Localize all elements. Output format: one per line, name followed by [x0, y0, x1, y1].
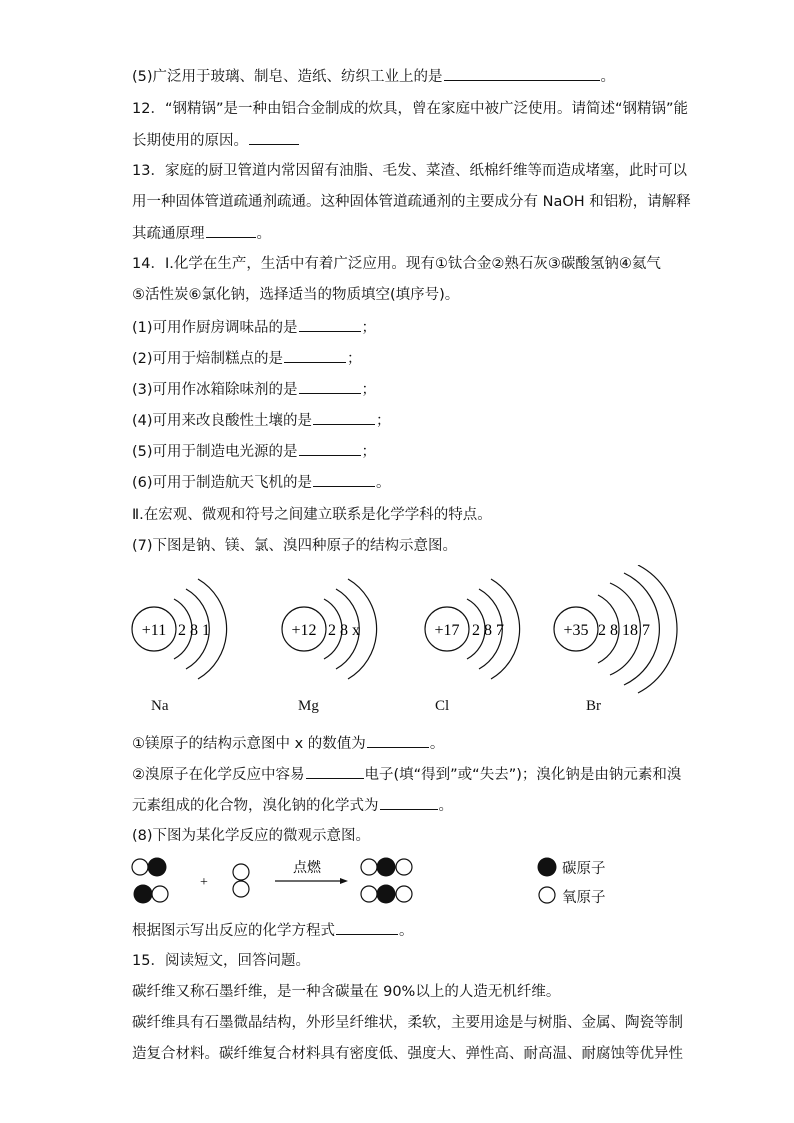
atom-symbol-na: Na	[151, 698, 169, 714]
sub-question-8-equation	[132, 920, 414, 941]
text: (4)可用来改良酸性土壤的是	[132, 413, 313, 429]
text: (6)可用于制造航天飞机的是	[132, 475, 313, 491]
nucleus-label: +12	[291, 622, 317, 639]
text: (3)可用作冰箱除味剂的是	[132, 382, 298, 398]
answer-blank[interactable]	[206, 223, 256, 238]
legend-carbon-label: 碳原子	[562, 861, 606, 877]
nucleus-label: +17	[434, 622, 460, 639]
answer-blank[interactable]	[380, 795, 438, 810]
co-molecule	[134, 885, 169, 904]
text: (5)可用于制造电光源的是	[132, 444, 298, 460]
text: 。	[429, 736, 445, 752]
atom-magnesium-diagram	[282, 579, 377, 679]
answer-blank[interactable]	[367, 733, 429, 748]
answer-blank[interactable]	[299, 317, 361, 332]
text: ；	[361, 382, 377, 398]
answer-blank[interactable]	[306, 764, 364, 779]
text: ；	[376, 413, 391, 429]
answer-blank[interactable]	[299, 379, 361, 394]
text: ①镁原子的结构示意图中 x 的数值为	[132, 736, 366, 752]
passage-line-3: 造复合材料。碳纤维复合材料具有密度低、强度大、弹性高、耐高温、耐腐蚀等优异性	[132, 1046, 683, 1062]
sub-question-7: (7)下图是钠、镁、氯、溴四种原子的结构示意图。	[132, 538, 458, 554]
electron-shells-label: 2 8 18 7	[598, 622, 650, 639]
sub-question-4	[132, 410, 391, 431]
atom-symbol-cl: Cl	[435, 698, 450, 714]
text: 。	[399, 923, 414, 939]
legend-oxygen-label: 氧原子	[562, 890, 606, 906]
text: 元素组成的化合物，溴化钠的化学式为	[132, 798, 379, 814]
co2-molecule	[361, 885, 412, 904]
sub-question-5	[132, 441, 376, 462]
question-12-line-1: 12．“钢精锅”是一种由铝合金制成的炊具，曾在家庭中被广泛使用。请简述“钢精锅”能	[132, 101, 688, 117]
answer-blank[interactable]	[444, 66, 600, 81]
question-13-line-2: 用一种固体管道疏通剂疏通。这种固体管道疏通剂的主要成分有 NaOH 和铝粉，请解释	[132, 194, 691, 210]
arrow-head	[340, 878, 348, 884]
co-molecule	[132, 858, 167, 877]
text: 。	[376, 475, 391, 491]
reaction-micro-diagram	[0, 852, 794, 912]
sub-question-8: (8)下图为某化学反应的微观示意图。	[132, 828, 371, 844]
text: 。	[600, 69, 616, 85]
carbon-atom-legend-icon	[538, 858, 557, 877]
question-12-line-2	[132, 130, 300, 151]
sub-question-7-1	[132, 733, 444, 754]
electron-shells-label: 2 8 1	[178, 622, 210, 639]
atom-symbol-br: Br	[586, 698, 601, 714]
text: ；	[361, 444, 377, 460]
atom-chlorine-diagram	[425, 579, 520, 679]
answer-blank[interactable]	[299, 441, 361, 456]
text: 根据图示写出反应的化学方程式	[132, 923, 335, 939]
sub-question-6	[132, 472, 391, 493]
atom-sodium-diagram	[132, 579, 227, 679]
part-2-heading: Ⅱ.在宏观、微观和符号之间建立联系是化学学科的特点。	[132, 507, 492, 523]
text: ②溴原子在化学反应中容易	[132, 767, 305, 783]
answer-blank[interactable]	[313, 472, 375, 487]
plus-sign: +	[200, 875, 208, 890]
text: ；	[361, 320, 377, 336]
q5-sodium-carbonate-line	[132, 66, 615, 87]
sub-question-3	[132, 379, 376, 400]
reaction-condition: 点燃	[293, 861, 321, 876]
sub-question-7-2-cont	[132, 795, 453, 816]
text: 其疏通原理	[132, 226, 205, 242]
text: (5)广泛用于玻璃、制皂、造纸、纺织工业上的是	[132, 69, 443, 85]
text: ；	[347, 351, 362, 367]
passage-line-2: 碳纤维具有石墨微晶结构，外形呈纤维状，柔软，主要用途是与树脂、金属、陶瓷等制	[132, 1015, 683, 1031]
electron-shells-label: 2 8 7	[472, 622, 504, 639]
text: 长期使用的原因。	[132, 133, 248, 149]
question-15-heading: 15．阅读短文，回答问题。	[132, 953, 310, 969]
atom-structure-diagrams	[0, 565, 794, 725]
question-14-line-2: ⑤活性炭⑥氯化钠，选择适当的物质填空(填序号)。	[132, 287, 460, 303]
sub-question-7-2	[132, 764, 681, 785]
oxygen-atom-legend-icon	[539, 887, 555, 903]
co2-molecule	[361, 858, 412, 877]
text: (2)可用于焙制糕点的是	[132, 351, 284, 367]
o2-molecule	[233, 864, 249, 897]
answer-blank[interactable]	[249, 130, 299, 145]
question-13-line-1: 13．家庭的厨卫管道内常因留有油脂、毛发、菜渣、纸棉纤维等而造成堵塞，此时可以	[132, 163, 687, 179]
question-13-line-3	[132, 223, 271, 244]
passage-line-1: 碳纤维又称石墨纤维，是一种含碳量在 90%以上的人造无机纤维。	[132, 984, 561, 1000]
text: 。	[438, 798, 453, 814]
atom-symbol-mg: Mg	[298, 698, 319, 714]
text: 电子(填“得到”或“失去”)；溴化钠是由钠元素和溴	[364, 767, 682, 783]
text: (1)可用作厨房调味品的是	[132, 320, 298, 336]
nucleus-label: +35	[563, 622, 589, 639]
answer-blank[interactable]	[284, 348, 346, 363]
electron-shells-label: 2 8 x	[328, 622, 360, 639]
atom-bromine-diagram	[554, 565, 677, 693]
question-14-line-1: 14．Ⅰ.化学在生产，生活中有着广泛应用。现有①钛合金②熟石灰③碳酸氢钠④氦气	[132, 256, 661, 272]
answer-blank[interactable]	[313, 410, 375, 425]
text: 。	[256, 226, 271, 242]
sub-question-1	[132, 317, 376, 338]
nucleus-label: +11	[141, 622, 167, 639]
sub-question-2	[132, 348, 362, 369]
answer-blank[interactable]	[336, 920, 398, 935]
